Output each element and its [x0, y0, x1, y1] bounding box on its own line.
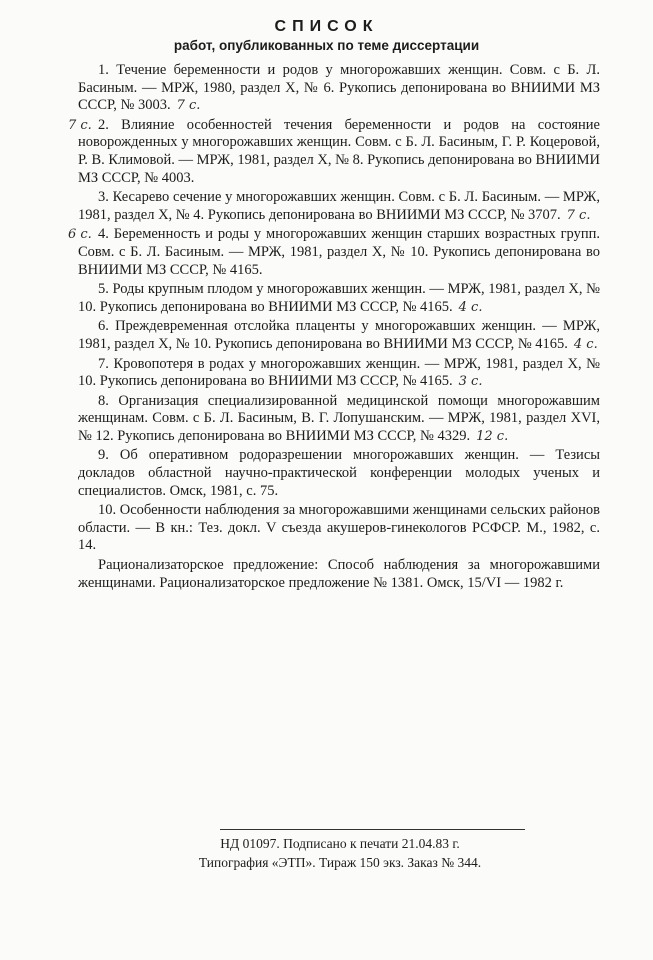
- item-number: 7.: [98, 355, 109, 372]
- list-item: [68, 226, 600, 279]
- item-text: Влияние особенностей течения беременности и родов на состояние новорожденных у многорожавших женщин. Совм. с Б. Л. Басиным, Г. Р. Коцеровой, Р. В. Климовой. — МРЖ, 1981, раздел X, № 8. Рукопись депонирована во ВНИИМИ МЗ СССР, № 4003.: [78, 116, 600, 186]
- handwritten-note: 7 с.: [176, 98, 201, 114]
- item-text: Особенности наблюдения за многорожавшими женщинами сельских районов области. — В кн.: Тез. докл. V съезда акушеров-гинекологов РСФСР. М., 1982, с. 14.: [78, 502, 600, 554]
- item-number: 6.: [98, 318, 109, 335]
- item-text: Кесарево сечение у многорожавших женщин. Совм. с Б. Л. Басиным. — МРЖ, 1981, раздел X, № 4. Рукопись депонирована во ВНИИМИ МЗ СССР, № 3707.: [78, 189, 600, 223]
- item-text: Кровопотеря в родах у многорожавших женщин. — МРЖ, 1981, раздел X, № 10. Рукопись депонирована во ВНИИМИ МЗ СССР, № 4165.: [78, 355, 600, 390]
- list-item: [78, 189, 600, 224]
- list-item: [68, 116, 600, 187]
- item-number: 3.: [98, 189, 109, 206]
- item-number: 4.: [98, 226, 109, 243]
- handwritten-note: 12 с.: [476, 428, 509, 444]
- item-text: Об оперативном родоразрешении многорожавших женщин. — Тезисы докладов областной научно-практической конференции молодых ученых и специалистов. Омск, 1981, с. 75.: [78, 447, 600, 499]
- item-text: Роды крупным плодом у многорожавших женщин. — МРЖ, 1981, раздел X, № 10. Рукопись депонирована во ВНИИМИ МЗ СССР, № 4165.: [78, 281, 600, 315]
- handwritten-margin-note: 6 с.: [68, 227, 92, 243]
- list-item: [78, 447, 600, 500]
- list-item: [78, 281, 600, 316]
- handwritten-note: 4 с.: [458, 299, 483, 315]
- rationalization-proposal: [78, 557, 600, 592]
- list-item: [78, 502, 600, 555]
- item-text: Беременность и роды у многорожавших женщин старших возрастных групп. Совм. с Б. Л. Басиным. — МРЖ, 1981, раздел X, № 10. Рукопись депонирована во ВНИИМИ МЗ СССР, № 4165.: [78, 226, 600, 278]
- colophon-printer-info: Типография «ЭТП». Тираж 150 экз. Заказ № 344.: [198, 855, 482, 870]
- handwritten-note: 7 с.: [566, 207, 591, 223]
- handwritten-note: 3 с.: [458, 374, 483, 390]
- list-item: [78, 393, 600, 446]
- item-text: Течение беременности и родов у многорожавших женщин. Совм. с Б. Л. Басиным. — МРЖ, 1980, раздел X, № 6. Рукопись депонирована во ВНИИМИ МЗ СССР, № 3003.: [78, 62, 600, 114]
- publication-list: [68, 62, 600, 594]
- item-number: 10.: [98, 502, 117, 519]
- item-number: 9.: [98, 447, 109, 464]
- handwritten-note: 4 с.: [573, 336, 598, 352]
- handwritten-margin-note: 7 с.: [68, 117, 92, 133]
- list-item: [78, 318, 600, 353]
- list-item: [78, 356, 600, 391]
- item-number: 8.: [98, 392, 109, 409]
- item-number: 1.: [98, 62, 109, 78]
- list-item: [78, 62, 600, 115]
- item-number: 2.: [98, 116, 109, 133]
- colophon-print-info: НД 01097. Подписано к печати 21.04.83 г.: [220, 836, 460, 851]
- document-subtitle: работ, опубликованных по теме диссертации: [173, 38, 480, 53]
- item-number: 5.: [98, 281, 109, 298]
- item-text: Организация специализированной медицинской помощи многорожавшим женщинам. Совм. с Б. Л. Басиным, В. Г. Лопушанским. — МРЖ, 1981, раздел XVI, № 12. Рукопись депонирована во ВНИИМИ МЗ СССР, № 4329.: [78, 392, 600, 444]
- item-text: Рационализаторское предложение: Способ наблюдения за многорожавшими женщинами. Рационализаторское предложение № 1381. Омск, 15/VI — 1982 г.: [78, 557, 600, 591]
- document-title: СПИСОК: [274, 18, 379, 35]
- colophon-divider: [220, 829, 525, 830]
- item-text: Преждевременная отслойка плаценты у многорожавших женщин. — МРЖ, 1981, раздел X, № 10. Рукопись депонирована во ВНИИМИ МЗ СССР, № 4165.: [78, 318, 600, 352]
